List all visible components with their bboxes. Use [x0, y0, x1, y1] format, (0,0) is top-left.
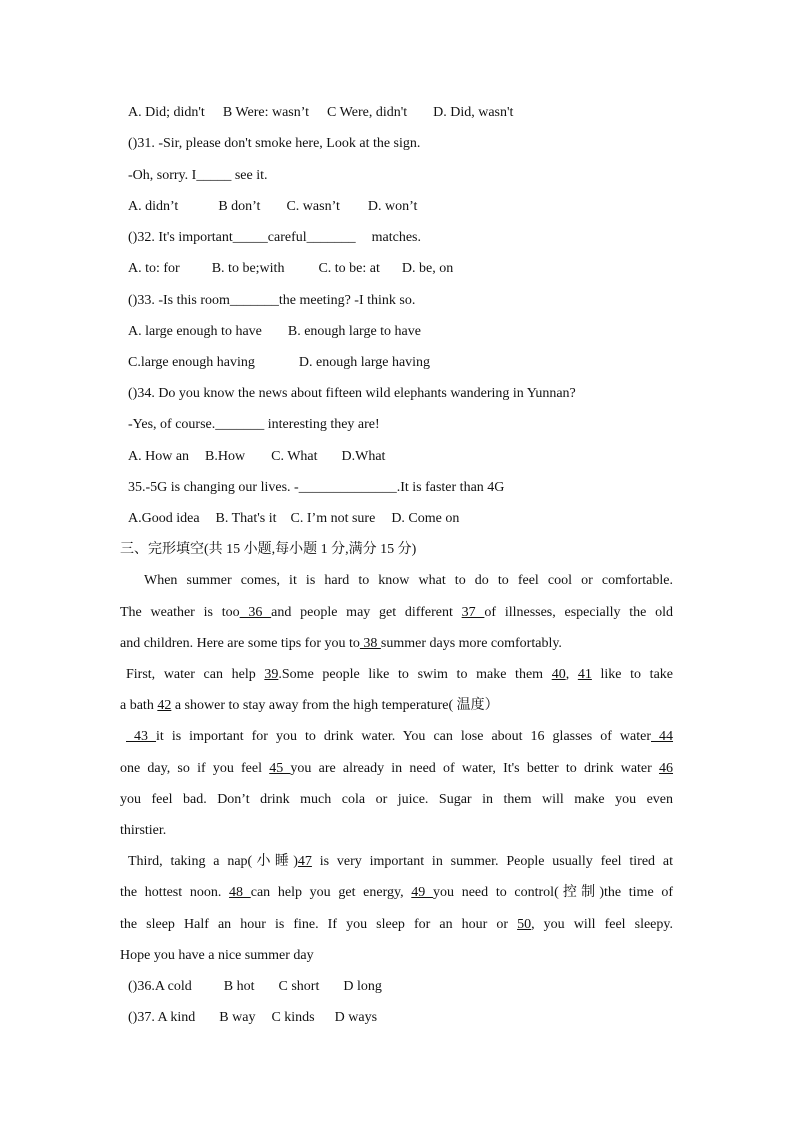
- q36-option-b: B hot: [223, 979, 255, 994]
- q32-stem: ()32. It's important_____careful_______ matches.: [128, 230, 422, 245]
- blank-36: 36: [239, 605, 272, 620]
- passage-line: When summer comes, it is hard to know what to do to feel cool or comfortable.: [144, 573, 673, 588]
- q32-option-d: D. be, on: [401, 261, 454, 276]
- blank-50: 50: [517, 917, 532, 932]
- q34-option-a: A. How an: [128, 449, 190, 464]
- passage-line: and children. Here are some tips for you to 38 summer days more comfortably.: [120, 636, 562, 651]
- blank-49: 49: [411, 885, 433, 900]
- blank-44: 44: [651, 729, 674, 744]
- blank-43: 43: [126, 729, 157, 744]
- passage-line: the hottest noon. 48 can help you get energy, 49 you need to control(控制)the time of: [120, 885, 674, 900]
- q32-blank-1: _____: [232, 230, 268, 245]
- q33-option-d: D. enough large having: [298, 355, 431, 370]
- q31-options: [128, 198, 417, 216]
- blank-48: 48: [229, 885, 251, 900]
- q33-option-b: B. enough large to have: [287, 324, 421, 339]
- q34-option-b: B.How: [205, 449, 246, 464]
- q35-option-d: D. Come on: [391, 511, 460, 526]
- passage-line: The weather is too 36 and people may get different 37 of illnesses, especially the old: [120, 605, 674, 620]
- section-heading: 三、完形填空(共 15 小题,每小题 1 分,满分 15 分): [120, 542, 417, 557]
- q31-blank: _____: [196, 168, 232, 183]
- blank-41: 41: [577, 667, 592, 682]
- q35-stem: 35.-5G is changing our lives. -______________.It is faster than 4G: [128, 480, 505, 495]
- q33-option-a: A. large enough to have: [128, 324, 262, 339]
- q36-options: [128, 978, 382, 996]
- q32-option-a: A. to: for: [128, 261, 180, 276]
- q37-option-a: ()37. A kind: [128, 1010, 196, 1025]
- blank-40: 40: [551, 667, 566, 682]
- q36-option-d: D long: [343, 979, 382, 994]
- passage-line: the sleep Half an hour is fine. If you sleep for an hour or 50, you will feel sleepy.: [120, 917, 673, 932]
- q30-option-c: C Were, didn't: [327, 105, 408, 120]
- q34-stem: ()34. Do you know the news about fifteen wild elephants wandering in Yunnan?: [128, 386, 576, 401]
- blank-38: 38: [359, 636, 381, 651]
- q32-option-c: C. to be: at: [318, 261, 380, 276]
- q37-option-d: D ways: [334, 1010, 378, 1025]
- q30-options: [128, 104, 513, 122]
- q30-option-d: D. Did, wasn't: [433, 105, 514, 120]
- passage-line: First, water can help 39.Some people like to swim to make them 40, 41 like to take: [126, 667, 674, 682]
- blank-46: 46: [659, 761, 674, 776]
- q36-option-c: C short: [278, 979, 320, 994]
- blank-45: 45: [269, 761, 291, 776]
- passage-line: thirstier.: [120, 823, 167, 838]
- blank-39: 39: [264, 667, 279, 682]
- passage-line: a bath 42 a shower to stay away from the high temperature( 温度）: [120, 698, 499, 713]
- q35-options: [128, 510, 459, 528]
- q37-options: [128, 1009, 377, 1027]
- q35-option-c: C. I’m not sure: [290, 511, 376, 526]
- passage-line: you feel bad. Don’t drink much cola or juice. Sugar in them will make you even: [120, 792, 673, 807]
- q33-stem: ()33. -Is this room_______the meeting? -I think so.: [128, 293, 416, 308]
- q32-option-b: B. to be;with: [211, 261, 285, 276]
- q34-reply: -Yes, of course._______ interesting they are!: [128, 417, 380, 432]
- q32-options: [128, 260, 453, 278]
- q35-option-a: A.Good idea: [128, 511, 200, 526]
- passage-line: one day, so if you feel 45 you are already in need of water, It's better to drink water 46: [120, 761, 674, 776]
- q33-options-row1: [128, 323, 421, 341]
- q36-option-a: ()36.A cold: [128, 979, 192, 994]
- blank-47: 47: [297, 854, 312, 869]
- q31-option-c: C. wasn’t: [286, 199, 340, 214]
- q37-option-b: B way: [219, 1010, 256, 1025]
- q35-blank: ______________: [298, 480, 397, 495]
- q37-option-c: C kinds: [271, 1010, 315, 1025]
- q31-option-a: A. didn’t: [128, 199, 179, 214]
- q34-options: [128, 448, 385, 466]
- blank-37: 37: [461, 605, 485, 620]
- q31-option-d: D. won’t: [367, 199, 418, 214]
- blank-42: 42: [157, 698, 172, 713]
- passage-line: 43 it is important for you to drink water. You can lose about 16 glasses of water 44: [126, 729, 674, 744]
- q33-options-row2: [128, 354, 430, 372]
- q35-option-b: B. That's it: [215, 511, 277, 526]
- q31-option-b: B don’t: [218, 199, 261, 214]
- q31-reply: -Oh, sorry. I_____ see it.: [128, 168, 268, 183]
- passage-line: Hope you have a nice summer day: [120, 948, 314, 963]
- q32-blank-2: _______: [306, 230, 356, 245]
- q34-option-c: C. What: [271, 449, 318, 464]
- q34-option-d: D.What: [341, 449, 386, 464]
- passage-line: Third, taking a nap(小睡)47 is very important in summer. People usually feel tired at: [128, 854, 673, 869]
- q30-option-a: A. Did; didn't: [128, 105, 205, 120]
- q33-blank: _______: [229, 293, 279, 308]
- q34-blank: _______: [215, 417, 265, 432]
- q33-option-c: C.large enough having: [128, 355, 255, 370]
- q31-stem: ()31. -Sir, please don't smoke here, Look at the sign.: [128, 136, 421, 151]
- q30-option-b: B Were: wasn’t: [222, 105, 310, 120]
